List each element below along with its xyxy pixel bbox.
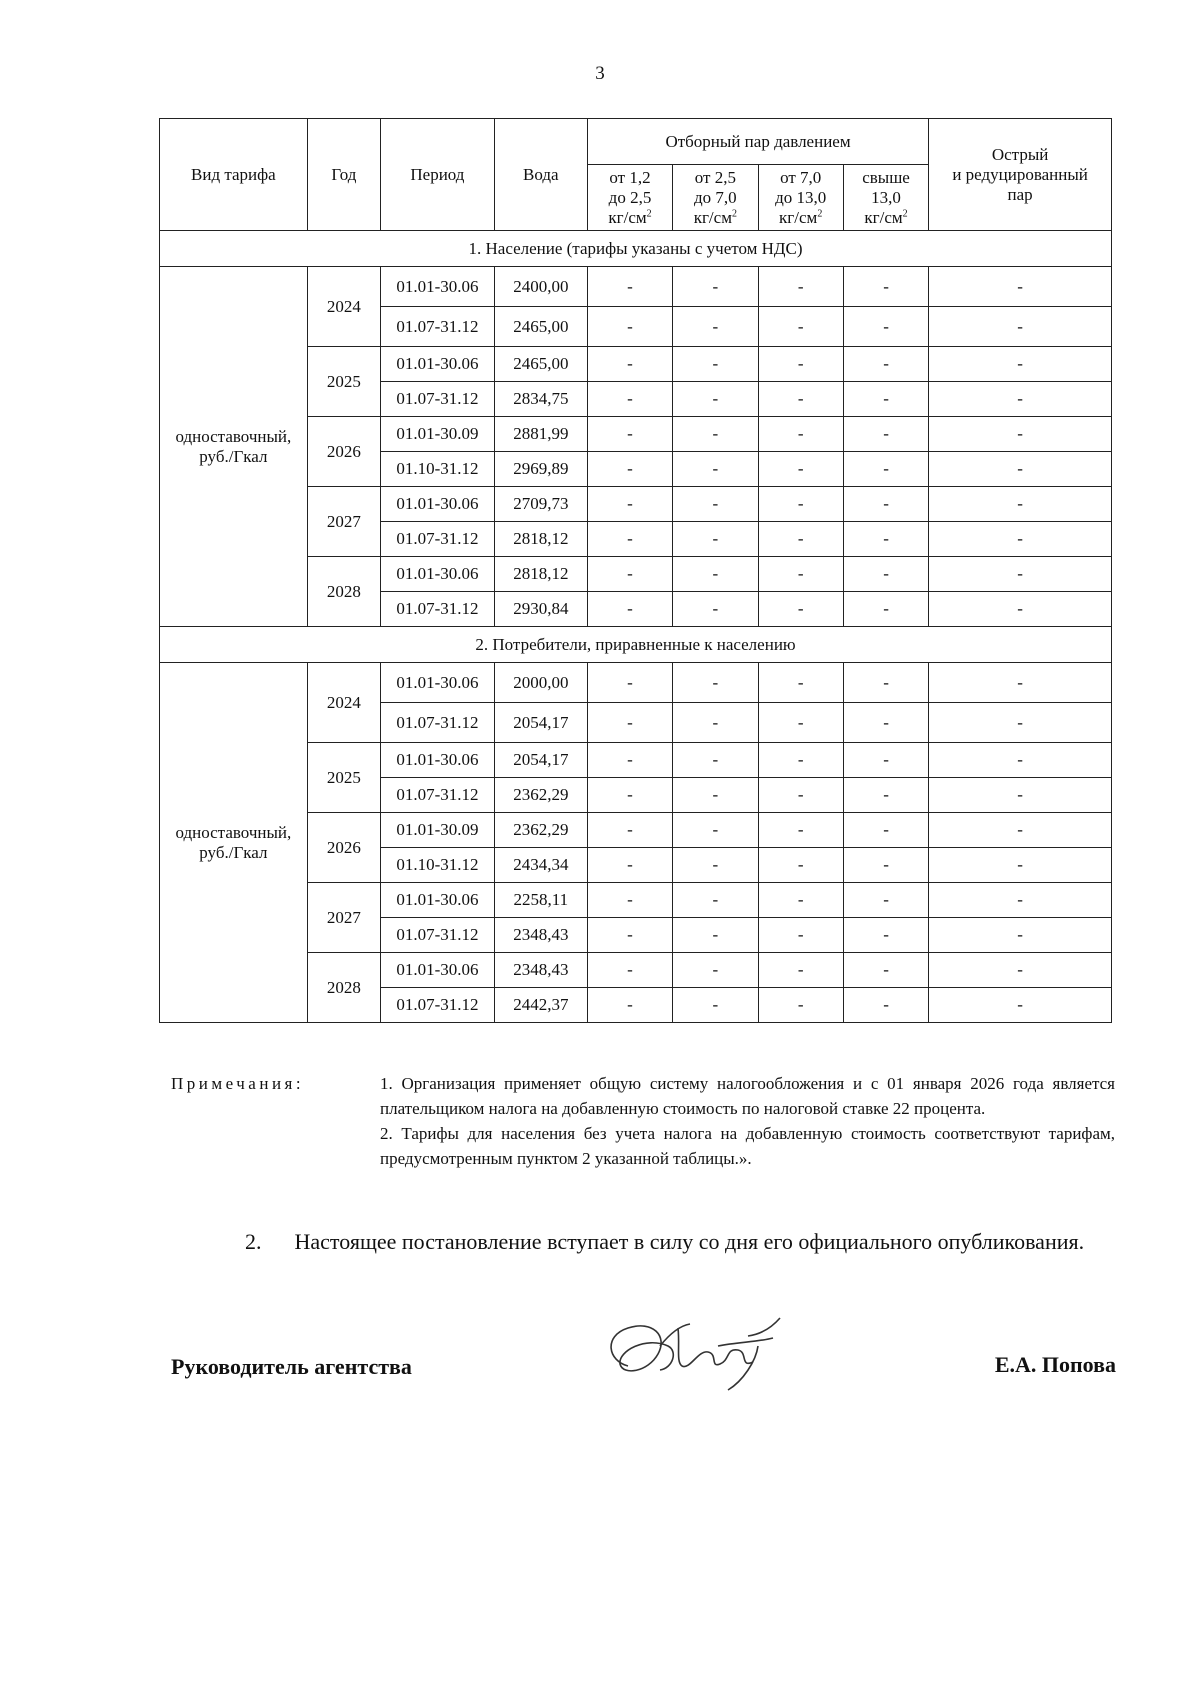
empty-value-cell: - [673,487,758,522]
empty-value-cell: - [929,382,1112,417]
period-cell: 01.01-30.06 [381,267,495,307]
tariff-table [159,118,1112,1023]
empty-value-cell: - [843,557,928,592]
empty-value-cell: - [673,592,758,627]
header-steam-2: от 2,5 до 7,0 $кг/см^2$ [673,165,758,231]
water-cell: 2969,89 [494,452,587,487]
empty-value-cell: - [929,703,1112,743]
period-cell: 01.01-30.06 [381,953,495,988]
empty-value-cell: - [758,267,843,307]
period-cell: 01.10-31.12 [381,452,495,487]
handwritten-signature [598,1306,798,1396]
year-cell: 2027 [307,883,380,953]
notes-body [380,1071,1115,1171]
empty-value-cell: - [929,988,1112,1023]
period-cell: 01.07-31.12 [381,778,495,813]
empty-value-cell: - [843,743,928,778]
period-cell: 01.07-31.12 [381,522,495,557]
empty-value-cell: - [673,267,758,307]
empty-value-cell: - [758,347,843,382]
year-cell: 2024 [307,267,380,347]
empty-value-cell: - [843,663,928,703]
period-cell: 01.07-31.12 [381,592,495,627]
period-cell: 01.01-30.06 [381,347,495,382]
empty-value-cell: - [587,703,672,743]
empty-value-cell: - [843,307,928,347]
water-cell: 2362,29 [494,813,587,848]
empty-value-cell: - [758,813,843,848]
water-cell: 2709,73 [494,487,587,522]
section-title: 2. Потребители, приравненные к населению [160,627,1112,663]
empty-value-cell: - [587,778,672,813]
table-row [160,267,1112,307]
empty-value-cell: - [587,848,672,883]
empty-value-cell: - [673,663,758,703]
year-cell: 2024 [307,663,380,743]
water-cell: 2054,17 [494,703,587,743]
empty-value-cell: - [587,267,672,307]
header-steam-group: Отборный пар давлением [587,119,928,165]
header-water: Вода [494,119,587,231]
empty-value-cell: - [929,743,1112,778]
empty-value-cell: - [587,953,672,988]
water-cell: 2000,00 [494,663,587,703]
empty-value-cell: - [673,813,758,848]
empty-value-cell: - [758,487,843,522]
empty-value-cell: - [673,382,758,417]
empty-value-cell: - [673,848,758,883]
period-cell: 01.01-30.06 [381,557,495,592]
empty-value-cell: - [843,918,928,953]
empty-value-cell: - [843,953,928,988]
resolution-paragraph [171,1225,1116,1258]
empty-value-cell: - [587,522,672,557]
empty-value-cell: - [673,988,758,1023]
empty-value-cell: - [673,557,758,592]
signatory-title: Руководитель агентства [171,1354,412,1379]
water-cell: 2442,37 [494,988,587,1023]
empty-value-cell: - [843,382,928,417]
empty-value-cell: - [843,848,928,883]
notes-label: Примечания: [171,1074,305,1093]
empty-value-cell: - [843,452,928,487]
empty-value-cell: - [587,743,672,778]
empty-value-cell: - [673,918,758,953]
empty-value-cell: - [587,883,672,918]
header-period: Период [381,119,495,231]
empty-value-cell: - [929,452,1112,487]
period-cell: 01.01-30.06 [381,883,495,918]
water-cell: 2465,00 [494,347,587,382]
empty-value-cell: - [843,347,928,382]
empty-value-cell: - [673,452,758,487]
empty-value-cell: - [758,848,843,883]
empty-value-cell: - [758,883,843,918]
header-steam-3: от 7,0 до 13,0 $кг/см^2$ [758,165,843,231]
year-cell: 2028 [307,557,380,627]
empty-value-cell: - [929,307,1112,347]
empty-value-cell: - [843,417,928,452]
empty-value-cell: - [758,382,843,417]
empty-value-cell: - [758,452,843,487]
empty-value-cell: - [758,307,843,347]
period-cell: 01.07-31.12 [381,307,495,347]
header-year: Год [307,119,380,231]
empty-value-cell: - [929,347,1112,382]
empty-value-cell: - [758,557,843,592]
empty-value-cell: - [673,953,758,988]
empty-value-cell: - [587,417,672,452]
water-cell: 2258,11 [494,883,587,918]
water-cell: 2930,84 [494,592,587,627]
empty-value-cell: - [758,703,843,743]
period-cell: 01.07-31.12 [381,918,495,953]
empty-value-cell: - [587,663,672,703]
empty-value-cell: - [929,663,1112,703]
empty-value-cell: - [929,883,1112,918]
empty-value-cell: - [929,417,1112,452]
water-cell: 2881,99 [494,417,587,452]
empty-value-cell: - [929,267,1112,307]
empty-value-cell: - [587,382,672,417]
empty-value-cell: - [758,522,843,557]
page-number: 3 [595,63,605,84]
empty-value-cell: - [929,813,1112,848]
empty-value-cell: - [929,848,1112,883]
empty-value-cell: - [587,557,672,592]
period-cell: 01.01-30.06 [381,743,495,778]
empty-value-cell: - [587,918,672,953]
empty-value-cell: - [843,592,928,627]
empty-value-cell: - [673,703,758,743]
empty-value-cell: - [673,883,758,918]
empty-value-cell: - [758,417,843,452]
empty-value-cell: - [758,953,843,988]
water-cell: 2434,34 [494,848,587,883]
tariff-type-cell: одноставочный, руб./Гкал [160,663,308,1023]
empty-value-cell: - [843,267,928,307]
empty-value-cell: - [673,743,758,778]
empty-value-cell: - [929,522,1112,557]
empty-value-cell: - [843,522,928,557]
note-item-2: 2. Тарифы для населения без учета налога на добавленную стоимость соответствуют тарифам, предусмотренным пунктом 2 указанной таблицы.». [380,1124,1115,1168]
empty-value-cell: - [758,778,843,813]
water-cell: 2054,17 [494,743,587,778]
period-cell: 01.01-30.06 [381,663,495,703]
empty-value-cell: - [758,988,843,1023]
empty-value-cell: - [843,487,928,522]
empty-value-cell: - [758,918,843,953]
empty-value-cell: - [673,778,758,813]
water-cell: 2400,00 [494,267,587,307]
year-cell: 2025 [307,743,380,813]
year-cell: 2026 [307,417,380,487]
header-sharp-steam: Острый и редуцированный пар [929,119,1112,231]
period-cell: 01.07-31.12 [381,988,495,1023]
tariff-type-cell: одноставочный, руб./Гкал [160,267,308,627]
empty-value-cell: - [673,522,758,557]
empty-value-cell: - [758,743,843,778]
header-steam-4: свыше 13,0 $кг/см^2$ [843,165,928,231]
empty-value-cell: - [843,778,928,813]
period-cell: 01.01-30.09 [381,417,495,452]
period-cell: 01.01-30.09 [381,813,495,848]
empty-value-cell: - [587,347,672,382]
empty-value-cell: - [929,592,1112,627]
empty-value-cell: - [673,347,758,382]
year-cell: 2025 [307,347,380,417]
signatory-name: Е.А. Попова [994,1352,1116,1377]
water-cell: 2348,43 [494,953,587,988]
resolution-text: Настоящее постановление вступает в силу со дня его официального опубликования. [294,1229,1085,1254]
section-header-row [160,231,1112,267]
empty-value-cell: - [843,883,928,918]
empty-value-cell: - [587,592,672,627]
year-cell: 2026 [307,813,380,883]
empty-value-cell: - [587,307,672,347]
section-title: 1. Население (тарифы указаны с учетом НДС) [160,231,1112,267]
year-cell: 2028 [307,953,380,1023]
empty-value-cell: - [929,918,1112,953]
empty-value-cell: - [929,953,1112,988]
section-header-row [160,627,1112,663]
period-cell: 01.01-30.06 [381,487,495,522]
empty-value-cell: - [929,778,1112,813]
resolution-number: 2. [245,1229,262,1254]
empty-value-cell: - [843,813,928,848]
period-cell: 01.10-31.12 [381,848,495,883]
water-cell: 2362,29 [494,778,587,813]
empty-value-cell: - [929,557,1112,592]
water-cell: 2818,12 [494,522,587,557]
empty-value-cell: - [929,487,1112,522]
empty-value-cell: - [843,988,928,1023]
empty-value-cell: - [587,487,672,522]
period-cell: 01.07-31.12 [381,703,495,743]
table-row [160,663,1112,703]
year-cell: 2027 [307,487,380,557]
empty-value-cell: - [587,813,672,848]
header-steam-1: от 1,2 до 2,5 $кг/см^2$ [587,165,672,231]
water-cell: 2348,43 [494,918,587,953]
empty-value-cell: - [758,592,843,627]
empty-value-cell: - [673,417,758,452]
period-cell: 01.07-31.12 [381,382,495,417]
empty-value-cell: - [587,452,672,487]
empty-value-cell: - [843,703,928,743]
empty-value-cell: - [758,663,843,703]
water-cell: 2834,75 [494,382,587,417]
water-cell: 2818,12 [494,557,587,592]
empty-value-cell: - [673,307,758,347]
empty-value-cell: - [587,988,672,1023]
note-item-1: 1. Организация применяет общую систему налогообложения и с 01 января 2026 года является плательщиком налога на добавленную стоимость по налоговой ставке 22 процента. [380,1074,1115,1118]
water-cell: 2465,00 [494,307,587,347]
header-tariff-type: Вид тарифа [160,119,308,231]
